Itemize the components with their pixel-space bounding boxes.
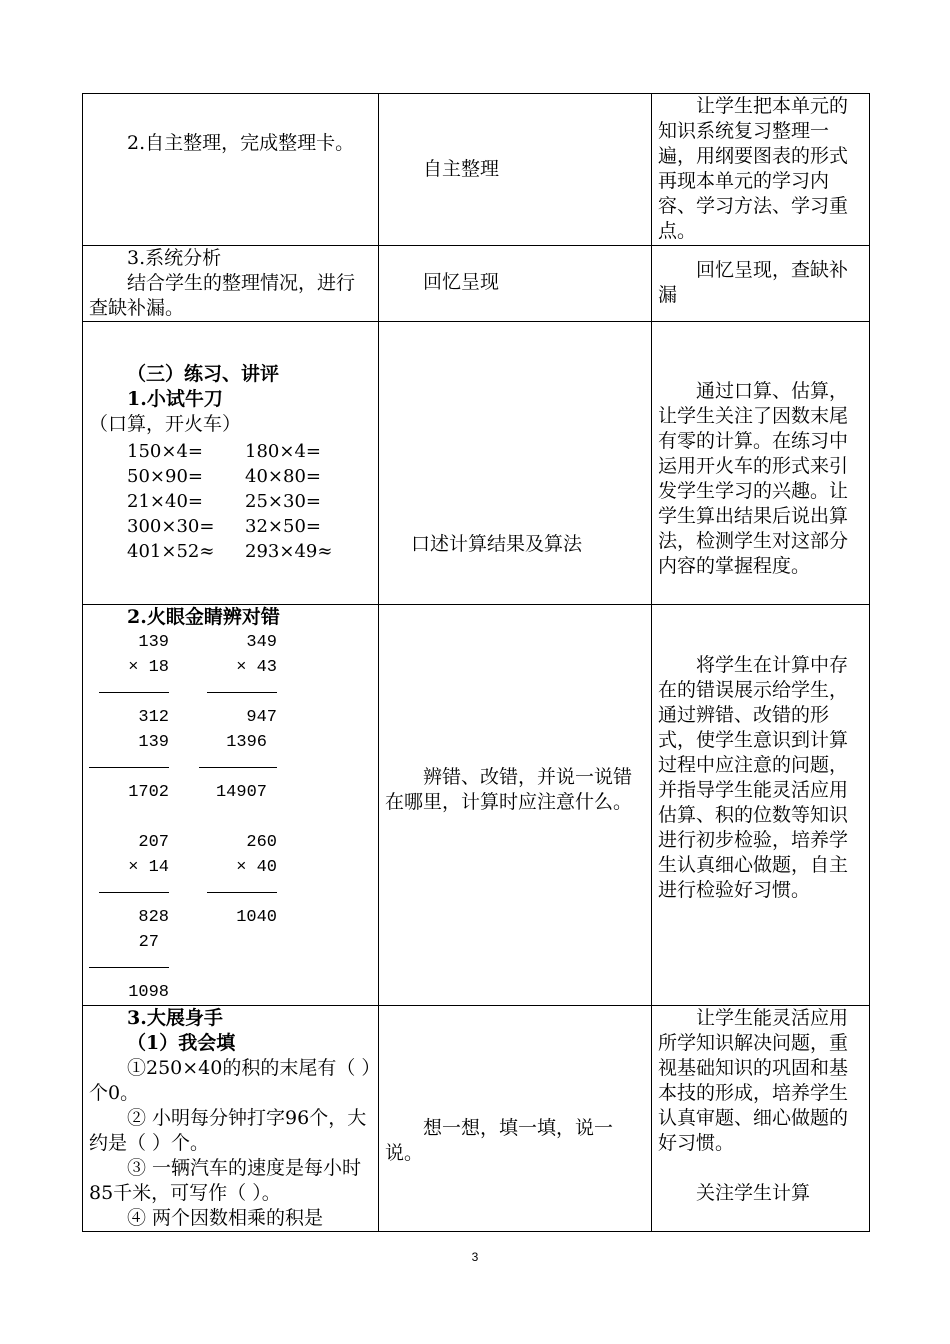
calc-rule [197,680,277,705]
activity-cell [83,322,379,605]
calc-rule [197,880,277,905]
section-heading: （三）练习、讲评 [127,363,280,385]
calc-line: 312 [138,708,169,727]
section-heading: 3.大展身手 [127,1007,223,1029]
calc-line: 14907 [215,783,267,802]
intent-text: 通过口算、估算，让学生关注了因数末尾有零的计算。在练习中运用开火车的形式来引发学生学习的兴趣。让学生算出结果后说出算法，检测学生对这部分内容的掌握程度。 [658,380,849,577]
calc-row [127,464,372,489]
calc-row [127,514,372,539]
calc-line: 27 [138,933,159,952]
student-cell [379,94,652,246]
calc-item: 40×80= [245,466,321,487]
calc-item: 150×4= [127,441,203,462]
calc-line: 1040 [236,908,277,927]
student-cell [379,322,652,605]
vertical-calc-group [89,630,372,805]
calc-item: 32×50= [245,516,321,537]
intent-text: 让学生把本单元的知识系统复习整理一遍，用纲要图表的形式再现本单元的学习内容、学习方法、学习重点。 [658,95,849,242]
intent-text: 让学生能灵活应用所学知识解决问题，重视基础知识的巩固和基本技的形成，培养学生认真审题、细心做题的好习惯。 [658,1007,849,1154]
vertical-calc [177,830,277,1005]
calc-rule [89,880,169,905]
calc-line: 828 [138,908,169,927]
table-row [83,1006,870,1232]
calc-line: × 14 [128,858,169,877]
activity-cell [83,246,379,322]
activity-text: 2.自主整理，完成整理卡。 [127,132,355,154]
intent-text-continued: 关注学生计算 [696,1182,811,1204]
calc-item: 293×49≈ [245,541,333,562]
calc-row [127,439,372,464]
table-row [83,605,870,1006]
student-text: 自主整理 [423,158,500,180]
activity-cell [83,605,379,1006]
activity-cell [83,94,379,246]
intent-cell [652,322,870,605]
calc-item: 25×30= [245,491,321,512]
activity-title: 3.系统分析 [127,247,222,269]
calc-line: 1396 [226,733,267,752]
section-heading: 2.火眼金睛辨对错 [127,606,280,628]
student-cell [379,246,652,322]
intent-cell [652,94,870,246]
calc-rule [89,680,169,705]
exercise-title [89,387,372,437]
calc-item: 21×40= [127,491,203,512]
calc-item: 401×52≈ [127,541,215,562]
vertical-calc [89,630,169,805]
student-text: 辨错、改错，并说一说错在哪里，计算时应注意什么。 [385,766,633,813]
exercise-title-bold: 1.小试牛刀 [127,388,223,410]
intent-text: 回忆呈现，查缺补漏 [658,259,849,306]
calc-line: 139 [138,633,169,652]
calc-line: 947 [246,708,277,727]
calc-line: × 43 [236,658,277,677]
calc-item: 50×90= [127,466,203,487]
student-text: 口述计算结果及算法 [411,533,583,555]
calc-line: 1702 [128,783,169,802]
calc-item: 300×30= [127,516,215,537]
intent-cell [652,605,870,1006]
calc-rule [89,755,169,780]
vertical-calc-group [89,830,372,1005]
calc-line: × 18 [128,658,169,677]
mental-calc-list [89,439,372,564]
calc-line: 207 [138,833,169,852]
vertical-calc [177,630,277,805]
fill-item: ② 小明每分钟打字96个，大约是（ ）个。 [89,1107,367,1154]
calc-line: 139 [138,733,169,752]
vertical-calc [89,830,169,1005]
calc-rule [89,955,169,980]
student-cell [379,605,652,1006]
table-row [83,246,870,322]
student-text: 回忆呈现 [423,271,500,293]
calc-line: 1098 [128,983,169,1002]
fill-item: ③ 一辆汽车的速度是每小时85千米，可写作（ ）。 [89,1157,362,1204]
student-cell [379,1006,652,1232]
calc-line: 349 [246,633,277,652]
calc-row [127,489,372,514]
table-row [83,322,870,605]
calc-line: 260 [246,833,277,852]
activity-text: 结合学生的整理情况，进行查缺补漏。 [89,272,356,319]
page-number: 3 [471,1250,479,1264]
calc-rule [189,755,277,780]
calc-item: 180×4= [245,441,321,462]
intent-cell [652,1006,870,1232]
intent-text: 将学生在计算中存在的错误展示给学生，通过辨错、改错的形式，使学生意识到计算过程中应注意的问题，并指导学生能灵活应用估算、积的位数等知识进行初步检验，培养学生认真细心做题，自主进行检验好习惯。 [658,654,849,901]
table-row [83,94,870,246]
subsection-heading: （1）我会填 [127,1032,236,1054]
intent-cell [652,246,870,322]
calc-row [127,539,372,564]
exercise-title-note: （口算，开火车） [89,413,242,435]
activity-cell [83,1006,379,1232]
student-text: 想一想，填一填，说一说。 [385,1117,614,1164]
calc-line: × 40 [236,858,277,877]
fill-item: ④ 两个因数相乘的积是 [127,1207,324,1229]
lesson-plan-table [82,93,870,1232]
fill-item: ①250×40的积的末尾有（ ）个0。 [89,1057,371,1104]
